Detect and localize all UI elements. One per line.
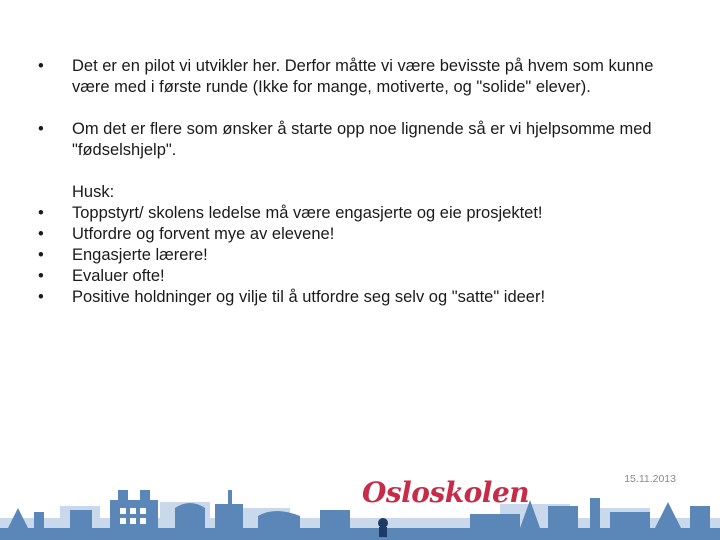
husk-label: Husk: [72, 183, 115, 201]
husk-item-text: Utfordre og forvent mye av elevene! [72, 225, 335, 243]
husk-item [30, 224, 690, 245]
bullet-marker: • [38, 246, 44, 264]
bullet-text: Om det er flere som ønsker å starte opp noe lignende så er vi hjelpsomme med "fødselshjelp". [72, 120, 652, 159]
slide-date: 15.11.2013 [624, 473, 676, 485]
husk-item [30, 245, 690, 266]
oslo-skyline-illustration [0, 478, 720, 540]
husk-item [30, 287, 690, 308]
logo-figure-icon [378, 518, 388, 537]
bullet-marker: • [38, 120, 44, 138]
bullet-marker: • [38, 267, 44, 285]
bullet-marker: • [38, 225, 44, 243]
bullet-item [30, 56, 690, 98]
husk-item [30, 266, 690, 287]
husk-item-text: Evaluer ofte! [72, 267, 165, 285]
husk-item-text: Positive holdninger og vilje til å utfordre seg selv og "satte" ideer! [72, 288, 546, 306]
husk-label-line [30, 182, 690, 203]
husk-item-text: Toppstyrt/ skolens ledelse må være engasjerte og eie prosjektet! [72, 204, 543, 222]
osloskolen-logo: Osloskolen [362, 476, 530, 509]
bullet-text: Det er en pilot vi utvikler her. Derfor måtte vi være bevisste på hvem som kunne være med i første runde (Ikke for mange, motiverte, og "solide" elever). [72, 57, 654, 96]
slide-body [30, 56, 690, 308]
bullet-marker: • [38, 288, 44, 306]
bullet-marker: • [38, 57, 44, 75]
bullet-marker: • [38, 204, 44, 222]
husk-item-text: Engasjerte lærere! [72, 246, 208, 264]
bullet-item [30, 119, 690, 161]
husk-item [30, 203, 690, 224]
